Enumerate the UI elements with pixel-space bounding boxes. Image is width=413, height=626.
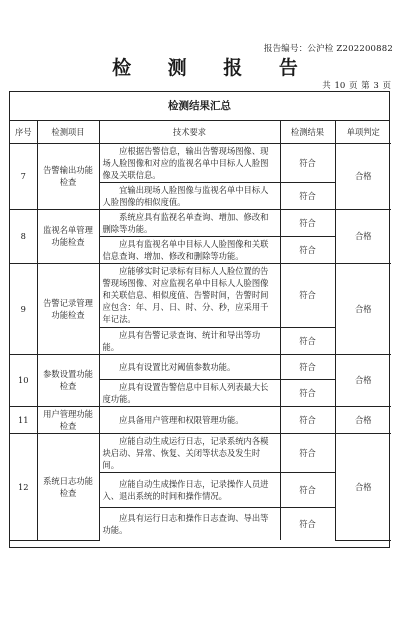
row-number: 7 bbox=[10, 143, 37, 209]
requirement: 应具有监视名单中目标人人脸图像和关联信息查询、增加、修改和删除等功能。 bbox=[99, 236, 280, 263]
requirement: 宜输出现场人脸图像与监视名单中目标人人脸图像的相似度值。 bbox=[99, 182, 280, 209]
requirement: 应具有告警记录查询、统计和导出等功能。 bbox=[99, 327, 280, 354]
verdict: 合格 bbox=[335, 209, 391, 263]
result: 符合 bbox=[280, 182, 335, 209]
column-header: 技术要求 bbox=[99, 121, 280, 143]
table-header-row bbox=[10, 121, 391, 143]
requirement: 应具备用户管理和权限管理功能。 bbox=[99, 406, 280, 433]
test-item: 参数设置功能检查 bbox=[37, 354, 99, 406]
requirement: 应能够实时记录标有目标人人脸位置的告警现场图像、对应监视名单中目标人人脸图像和关联信息、相似度值、告警时间，告警时间应包含：年、月、日、时、分、秒，应采用千年记法。 bbox=[99, 263, 280, 327]
test-item: 系统日志功能检查 bbox=[37, 433, 99, 540]
test-item: 告警记录管理功能检查 bbox=[37, 263, 99, 354]
table-row bbox=[10, 354, 391, 379]
row-number: 12 bbox=[10, 433, 37, 540]
page-info: 共 10 页 第 3 页 bbox=[322, 81, 391, 91]
requirement: 应具有设置比对阈值参数功能。 bbox=[99, 354, 280, 379]
results-table bbox=[10, 121, 391, 541]
requirement: 系统应具有监视名单查询、增加、修改和删除等功能。 bbox=[99, 209, 280, 236]
result: 符合 bbox=[280, 379, 335, 406]
table-row bbox=[10, 143, 391, 182]
requirement: 应根据告警信息，输出告警现场图像、现场人脸图像和对应的监视名单中目标人人脸图像及关联信息。 bbox=[99, 143, 280, 182]
column-header: 单项判定 bbox=[335, 121, 391, 143]
requirement: 应具有运行日志和操作日志查询、导出等功能。 bbox=[99, 507, 280, 540]
test-item: 告警输出功能检查 bbox=[37, 143, 99, 209]
row-number: 9 bbox=[10, 263, 37, 354]
verdict: 合格 bbox=[335, 143, 391, 209]
section-title: 检测结果汇总 bbox=[10, 92, 389, 121]
column-header: 检测项目 bbox=[37, 121, 99, 143]
result: 符合 bbox=[280, 143, 335, 182]
result: 符合 bbox=[280, 406, 335, 433]
result: 符合 bbox=[280, 472, 335, 507]
column-header: 序号 bbox=[10, 121, 37, 143]
verdict: 合格 bbox=[335, 406, 391, 433]
row-number: 8 bbox=[10, 209, 37, 263]
result: 符合 bbox=[280, 263, 335, 327]
test-item: 监视名单管理功能检查 bbox=[37, 209, 99, 263]
requirement: 应能自动生成运行日志，记录系统内各模块启动、异常、恢复、关闭等状态及发生时间。 bbox=[99, 433, 280, 472]
requirement: 应具有设置告警信息中目标人列表最大长度功能。 bbox=[99, 379, 280, 406]
result: 符合 bbox=[280, 507, 335, 540]
table-row bbox=[10, 263, 391, 327]
table-row bbox=[10, 406, 391, 433]
table-row bbox=[10, 209, 391, 236]
row-number: 11 bbox=[10, 406, 37, 433]
result: 符合 bbox=[280, 433, 335, 472]
report-title: 检 测 报 告 bbox=[112, 57, 313, 79]
verdict: 合格 bbox=[335, 354, 391, 406]
verdict: 合格 bbox=[335, 433, 391, 540]
report-number: 报告编号：公沪检 Z202200882 bbox=[263, 44, 393, 54]
test-item: 用户管理功能检查 bbox=[37, 406, 99, 433]
column-header: 检测结果 bbox=[280, 121, 335, 143]
requirement: 应能自动生成操作日志，记录操作人员进入、退出系统的时间和操作情况。 bbox=[99, 472, 280, 507]
result: 符合 bbox=[280, 209, 335, 236]
result: 符合 bbox=[280, 236, 335, 263]
row-number: 10 bbox=[10, 354, 37, 406]
result: 符合 bbox=[280, 354, 335, 379]
result: 符合 bbox=[280, 327, 335, 354]
results-summary-table bbox=[9, 91, 390, 548]
verdict: 合格 bbox=[335, 263, 391, 354]
table-row bbox=[10, 433, 391, 472]
